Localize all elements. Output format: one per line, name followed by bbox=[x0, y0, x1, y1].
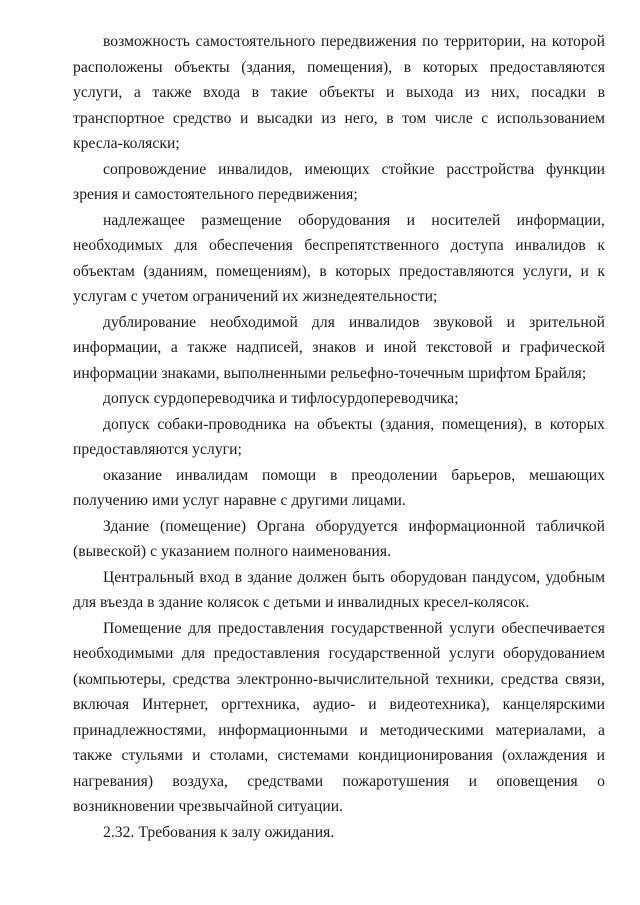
paragraph-equipment: надлежащее размещение оборудования и носителей информации, необходимых для обеспечения беспрепятственного доступа инвалидов к объектам (зданиям, помещениям), в которых предоставляются услуги, и к услугам с учетом ограничений их жизнедеятельности; bbox=[73, 211, 605, 305]
paragraph-escort: сопровождение инвалидов, имеющих стойкие расстройства функции зрения и самостоятельного передвижения; bbox=[73, 160, 605, 203]
paragraph-waiting-hall: 2.32. Требования к залу ожидания. bbox=[103, 823, 335, 841]
paragraph-guide-dog: допуск собаки-проводника на объекты (здания, помещения), в которых предоставляются услуги; bbox=[73, 415, 605, 458]
paragraph-assistance: оказание инвалидам помощи в преодолении барьеров, мешающих получению ими услуг наравне с другими лицами. bbox=[73, 466, 605, 509]
paragraph-ramp: Центральный вход в здание должен быть оборудован пандусом, удобным для въезда в здание колясок с детьми и инвалидных кресел-колясок. bbox=[73, 568, 605, 611]
paragraph-signboard: Здание (помещение) Органа оборудуется информационной табличкой (вывеской) с указанием полного наименования. bbox=[73, 517, 605, 560]
paragraph-movement: возможность самостоятельного передвижения по территории, на которой расположены объекты (здания, помещения), в которых предоставляются услуги, а также входа в такие объекты и выхода из них, посадки в транспортное средство и высадки из него, в том числе с использованием кресла-коляски; bbox=[73, 33, 605, 152]
paragraph-premises: Помещение для предоставления государственной услуги обеспечивается необходимыми для предоставления государственной услуги оборудованием (компьютеры, средства электронно-вычислительной техники, средства связи, включая Интернет, оргтехника, аудио- и видеотехника), канцелярскими принадлежностями, информационными и методическими материалами, а также стульями и столами, системами кондиционирования (охлаждения и нагревания) воздуха, средствами пожаротушения и оповещения о возникновении чрезвычайной ситуации. bbox=[73, 619, 605, 815]
document-page bbox=[73, 29, 605, 845]
paragraph-interpreter: допуск сурдопереводчика и тифлосурдопереводчика; bbox=[103, 390, 459, 407]
paragraph-duplication: дублирование необходимой для инвалидов звуковой и зрительной информации, а также надписей, знаков и иной текстовой и графической информации знаками, выполненными рельефно-точечным шрифтом Брайля; bbox=[73, 313, 605, 382]
